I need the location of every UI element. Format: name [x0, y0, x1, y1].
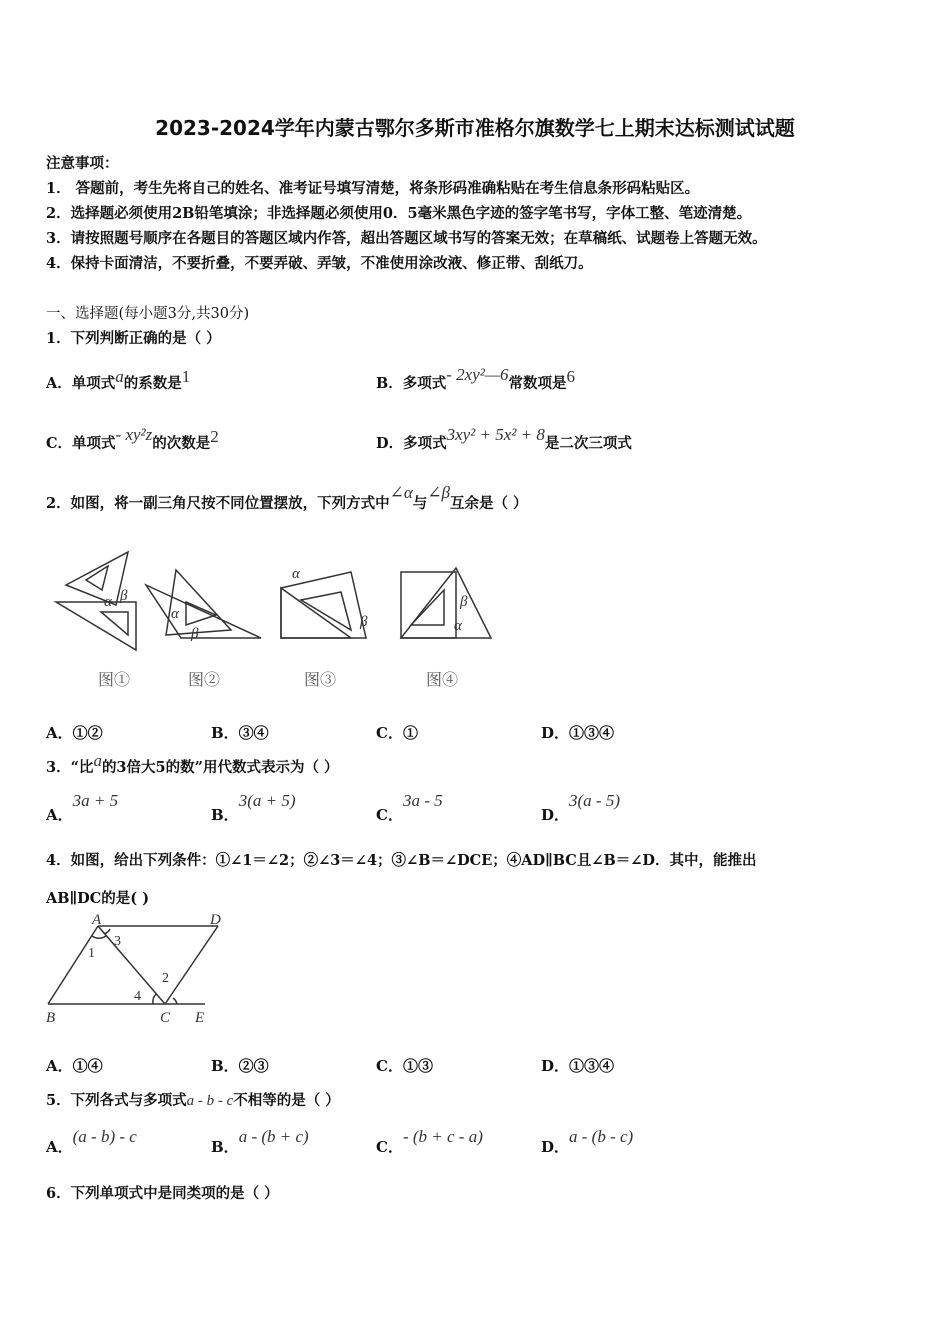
- q3-a-label: A．: [46, 806, 73, 824]
- q1-d-prefix: D．多项式: [376, 435, 447, 452]
- q1-a-prefix: A．单项式: [46, 375, 116, 392]
- segment-ab: [48, 926, 98, 1004]
- q1-option-c: [46, 425, 219, 453]
- q2-beta: ∠β: [427, 483, 450, 502]
- q3-option-d: [541, 791, 620, 825]
- angle-3-arc: [104, 929, 110, 934]
- fig2-label: 图②: [188, 672, 221, 689]
- fig1-alpha: α: [104, 594, 112, 610]
- angle-2-arc: [173, 998, 177, 1004]
- q2-option-d: D．①③④: [541, 724, 615, 742]
- angle-1-arc: [92, 936, 106, 938]
- q1-b-math: - 2xy²—6: [446, 365, 509, 384]
- fig3-beta: β: [360, 614, 368, 630]
- q3-d-label: D．: [541, 806, 570, 824]
- q1-option-a: [46, 367, 191, 393]
- q4-figure: [40, 912, 240, 1027]
- notice-item-2: 2．选择题必须使用2B铅笔填涂；非选择题必须使用0．5毫米黑色字迹的签字笔书写，字体工整、笔迹清楚。: [46, 205, 752, 222]
- notice-item-4: 4．保持卡面清洁，不要折叠，不要弄破、弄皱，不准使用涂改液、修正带、刮纸刀。: [46, 255, 593, 272]
- point-c: C: [160, 1010, 171, 1026]
- q4-option-c: C．①③: [376, 1057, 433, 1075]
- q5-stem: [46, 1089, 340, 1110]
- angle-label-3: 3: [114, 934, 121, 949]
- q1-b-mid: 常数项是: [508, 375, 567, 392]
- point-e: E: [195, 1010, 205, 1026]
- fig2-beta: β: [191, 626, 199, 642]
- notice-item-3: 3．请按照题号顺序在各题目的答题区域内作答，超出答题区域书写的答案无效；在草稿纸、试题卷上答题无效。: [46, 230, 767, 247]
- fig1-lower-triangle: [56, 602, 136, 650]
- fig3-alpha: α: [292, 566, 300, 582]
- q5-option-d: [541, 1127, 634, 1157]
- q5-a-label: A．: [46, 1138, 73, 1156]
- q3-option-c: [376, 791, 443, 825]
- q2-option-a: A．①②: [46, 724, 103, 742]
- q3-a-expr: 3a + 5: [72, 791, 119, 810]
- fig4-beta: β: [460, 594, 468, 610]
- q1-c-math: - xy²z: [115, 425, 153, 444]
- q5-stem-pre: 5．下列各式与多项式: [46, 1092, 187, 1109]
- q5-option-c: [376, 1127, 483, 1157]
- q2-figure: [46, 540, 506, 700]
- q5-d-expr: a - (b - c): [569, 1127, 634, 1146]
- fig4-triangle: [401, 568, 491, 638]
- q2-option-b: B．③④: [211, 724, 269, 742]
- fig4-label: 图④: [426, 672, 459, 689]
- q4-option-b: B．②③: [211, 1057, 269, 1075]
- fig1-upper-inner: [86, 566, 108, 590]
- q1-a-math: a: [115, 367, 124, 386]
- angle-label-1: 1: [88, 946, 95, 961]
- fig3-triangle: [281, 588, 351, 638]
- q5-d-label: D．: [541, 1138, 570, 1156]
- q3-d-expr: 3(a - 5): [569, 791, 620, 810]
- q1-b-value: 6: [566, 367, 575, 386]
- q3-stem-pre: 3．“比: [46, 759, 94, 776]
- fig1-beta: β: [120, 588, 128, 604]
- q5-stem-post: 不相等的是（ ）: [233, 1092, 340, 1109]
- fig3-label: 图③: [304, 672, 337, 689]
- q1-c-prefix: C．单项式: [46, 435, 116, 452]
- q5-a-expr: (a - b) - c: [72, 1127, 137, 1146]
- q2-stem-mid: 与: [412, 495, 428, 512]
- fig2-triangle-a: [146, 585, 261, 638]
- fig4-inner: [411, 590, 444, 625]
- fig2-triangle-b: [166, 570, 231, 635]
- notice-item-1: 1． 答题前，考生先将自己的姓名、准考证号填写清楚，将条形码准确粘贴在考生信息条形码粘贴区。: [46, 180, 700, 197]
- q4-option-d: D．①③④: [541, 1057, 615, 1075]
- q4-stem-line1: 4．如图，给出下列条件：①∠1＝∠2；②∠3＝∠4；③∠B＝∠DCE；④AD∥BC且∠B＝∠D．其中，能推出: [46, 852, 757, 869]
- q3-c-expr: 3a - 5: [402, 791, 443, 810]
- q2-option-c: C．①: [376, 724, 418, 742]
- q3-stem: [46, 751, 339, 777]
- segment-dc: [165, 926, 218, 1004]
- q1-c-mid: 的次数是: [152, 435, 211, 452]
- page-title: 2023-2024学年内蒙古鄂尔多斯市准格尔旗数学七上期末达标测试试题: [155, 116, 795, 140]
- section-heading: 一、选择题(每小题3分,共30分): [46, 306, 250, 322]
- q1-option-d: [376, 425, 632, 453]
- q3-b-expr: 3(a + 5): [238, 791, 296, 810]
- q2-alpha: ∠α: [389, 483, 413, 502]
- fig3-inner: [301, 592, 351, 630]
- q3-b-label: B．: [211, 806, 239, 824]
- point-a: A: [92, 912, 102, 928]
- q2-stem: [46, 483, 528, 513]
- q5-c-label: C．: [376, 1138, 403, 1156]
- angle-4-arc: [153, 994, 156, 1004]
- q3-math-a: a: [93, 751, 102, 770]
- angle-label-4: 4: [134, 989, 141, 1004]
- notice-heading: 注意事项：: [46, 155, 119, 172]
- q2-stem-post: 互余是（ ）: [449, 495, 528, 512]
- q4-stem-line2: AB∥DC的是( ): [46, 890, 150, 907]
- segment-ac: [98, 926, 165, 1004]
- fig1-label: 图①: [98, 672, 131, 689]
- q1-a-value: 1: [181, 367, 191, 386]
- point-d: D: [210, 912, 221, 928]
- q1-a-mid: 的系数是: [123, 375, 182, 392]
- q1-c-value: 2: [210, 427, 219, 446]
- q5-option-b: [211, 1127, 309, 1157]
- q1-d-mid: 是二次三项式: [544, 435, 632, 452]
- q3-option-b: [211, 791, 296, 825]
- q5-b-label: B．: [211, 1138, 239, 1156]
- q6-stem: 6．下列单项式中是同类项的是（ ）: [46, 1185, 279, 1202]
- q5-c-expr: - (b + c - a): [402, 1127, 483, 1146]
- q5-math-expr: a - b - c: [186, 1093, 234, 1109]
- q5-b-expr: a - (b + c): [238, 1127, 309, 1146]
- q1-b-prefix: B．多项式: [376, 375, 447, 392]
- q3-stem-post: 的3倍大5的数”用代数式表示为（ ）: [101, 759, 339, 776]
- q4-option-a: A．①④: [46, 1057, 103, 1075]
- q3-option-a: [46, 791, 119, 825]
- q1-stem: 1．下列判断正确的是（ ）: [46, 330, 221, 347]
- q2-stem-pre: 2．如图，将一副三角尺按不同位置摆放，下列方式中: [46, 495, 390, 512]
- q5-option-a: [46, 1127, 137, 1157]
- q1-d-math: 3xy² + 5x² + 8: [446, 425, 545, 444]
- fig1-upper-triangle: [66, 552, 128, 605]
- fig4-alpha: α: [454, 618, 462, 634]
- q3-c-label: C．: [376, 806, 403, 824]
- point-b: B: [46, 1010, 56, 1026]
- angle-label-2: 2: [162, 971, 169, 986]
- q1-option-b: [376, 365, 575, 393]
- fig2-alpha: α: [171, 606, 179, 622]
